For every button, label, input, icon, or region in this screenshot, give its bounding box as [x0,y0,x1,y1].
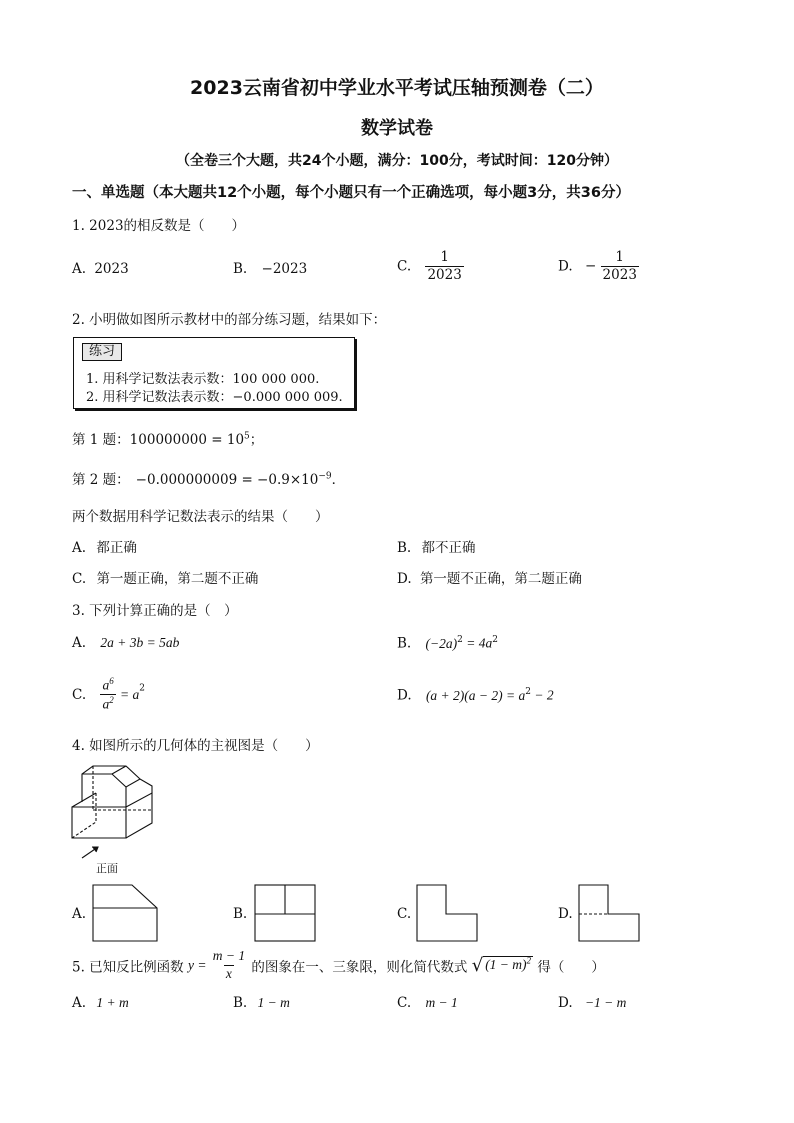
option-mid: = 4a [462,635,493,651]
question-3-option-a[interactable] [72,635,179,651]
question-5-option-b[interactable] [233,995,290,1011]
option-letter: D. [558,258,573,275]
question-4-option-d[interactable] [558,906,573,922]
option-letter: C. [397,995,412,1011]
answer-label: 第 2 题： [72,472,130,488]
answer-2 [72,468,345,488]
fraction-denominator: 2023 [427,266,462,283]
question-5-stem [72,948,605,983]
option-text: 第一题正确，第二题不正确 [96,571,259,587]
question-4-option-b[interactable] [233,906,247,922]
option-letter: C. [397,258,412,275]
option-letter: A. [72,906,87,922]
exponent: 5 [244,431,250,442]
option-text: −1 − m [584,995,627,1010]
answer-end: ； [249,432,264,448]
exponent: −9 [318,471,332,482]
exponent: 2 [492,635,498,645]
option-c-shape [416,884,478,942]
sqrt-body: $(1 - m)^2$ [485,955,532,972]
exponent: 2 [139,683,145,694]
fraction-denominator: $a^2$ [102,695,114,712]
question-3-option-d[interactable] [397,687,554,704]
answer-1 [72,428,263,448]
option-base: (−2a) [425,635,458,651]
question-2-option-b[interactable] [397,536,476,556]
option-letter: A. [72,995,87,1011]
fraction [425,249,463,284]
option-text: 都不正确 [421,540,476,556]
option-rhs: − 2 [530,687,554,703]
question-3-option-c[interactable] [72,676,145,714]
option-d-shape [578,884,640,942]
question-4-stem: 4. 如图所示的几何体的主视图是（ ） [72,738,319,754]
fraction-numerator: $a^6$ [102,676,114,693]
section-heading: 一、单选题（本大题共12个小题，每个小题只有一个正确选项，每小题3分，共36分） [72,185,630,201]
question-4-option-c[interactable] [397,906,411,922]
option-text: 2023 [94,261,129,277]
exam-note: （全卷三个大题，共24个小题，满分：100分，考试时间：120分钟） [176,153,618,169]
question-1-option-a[interactable] [72,261,129,277]
question-2-ask: 两个数据用科学记数法表示的结果（ ） [72,509,329,525]
fraction-numerator: m − 1 [212,948,246,963]
option-letter: D. [397,571,412,587]
option-letter: B. [397,635,412,652]
option-letter: C. [397,906,412,922]
option-a-shape [92,884,158,942]
option-rhs: = a [119,686,140,702]
question-5-option-d[interactable] [558,995,626,1011]
exponent: 2 [457,635,463,645]
fraction-numerator: 1 [440,249,449,265]
question-2-option-a[interactable] [72,536,137,556]
minus-sign: − [584,258,597,275]
stem-middle: 的图象在一、三象限，则化简代数式 [251,959,468,976]
answer-end: ． [331,472,346,488]
fraction [211,948,247,983]
fraction [601,249,639,284]
page-subtitle: 数学试卷 [361,118,433,139]
fraction [100,676,115,714]
question-4-option-a[interactable] [72,906,86,922]
question-1-stem: 1. 2023的相反数是（ ） [72,218,246,234]
question-1-option-d[interactable] [558,249,639,284]
option-letter: B. [397,540,412,556]
textbook-exercise-box [73,337,355,409]
function-lhs: y = [187,957,207,973]
option-letter: D. [558,906,573,922]
question-5-option-a[interactable] [72,995,129,1011]
question-3-option-b[interactable] [397,635,498,652]
option-letter: D. [558,995,573,1011]
option-letter: A. [72,540,87,556]
option-lhs: (a + 2)(a − 2) = a [425,687,526,703]
question-2-option-d[interactable] [397,567,582,587]
answer-expression: −0.000000009 = −0.9×10 [135,472,319,488]
option-text: 第一题不正确，第二题正确 [419,571,582,587]
question-1-option-c[interactable] [397,249,464,284]
page-title: 2023云南省初中学业水平考试压轴预测卷（二） [190,77,604,99]
option-text: 2a + 3b = 5ab [100,635,180,650]
question-5-option-c[interactable] [397,995,458,1011]
fraction-numerator: 1 [615,249,625,265]
sqrt-expression: √ $(1 - m)^2$ [471,954,532,976]
fraction-denominator: x [225,965,232,981]
fraction-denominator: 2023 [602,266,637,283]
option-letter: B. [233,906,248,922]
front-label: 正面 [96,862,118,875]
option-text: 都正确 [96,540,137,556]
exercise-line-2: 2. 用科学记数法表示数：−0.000 000 009. [86,390,343,405]
answer-label: 第 1 题： [72,432,130,448]
option-letter: B. [233,995,248,1011]
option-b-shape [254,884,316,942]
exponent: 2 [525,687,531,697]
option-letter: B. [233,261,248,277]
answer-expression: 100000000 = 10 [129,432,245,448]
option-letter: C. [72,571,87,587]
option-letter: A. [72,261,87,277]
question-3-stem: 3. 下列计算正确的是（ ） [72,603,238,619]
option-text: −2023 [261,261,308,277]
exercise-tag: 练习 [82,343,122,361]
question-2-option-c[interactable] [72,567,258,587]
stem-prefix: 5. 已知反比例函数 [72,959,184,976]
question-1-option-b[interactable] [233,261,307,277]
stem-suffix: 得（ ） [537,959,605,976]
question-2-stem: 2. 小明做如图所示教材中的部分练习题，结果如下： [72,312,387,328]
option-letter: A. [72,635,87,651]
option-letter: D. [397,687,412,704]
option-letter: C. [72,686,87,703]
option-text: 1 + m [96,995,129,1010]
option-text: m − 1 [425,995,458,1010]
exercise-line-1: 1. 用科学记数法表示数：100 000 000. [86,372,320,387]
option-text: 1 − m [257,995,290,1010]
